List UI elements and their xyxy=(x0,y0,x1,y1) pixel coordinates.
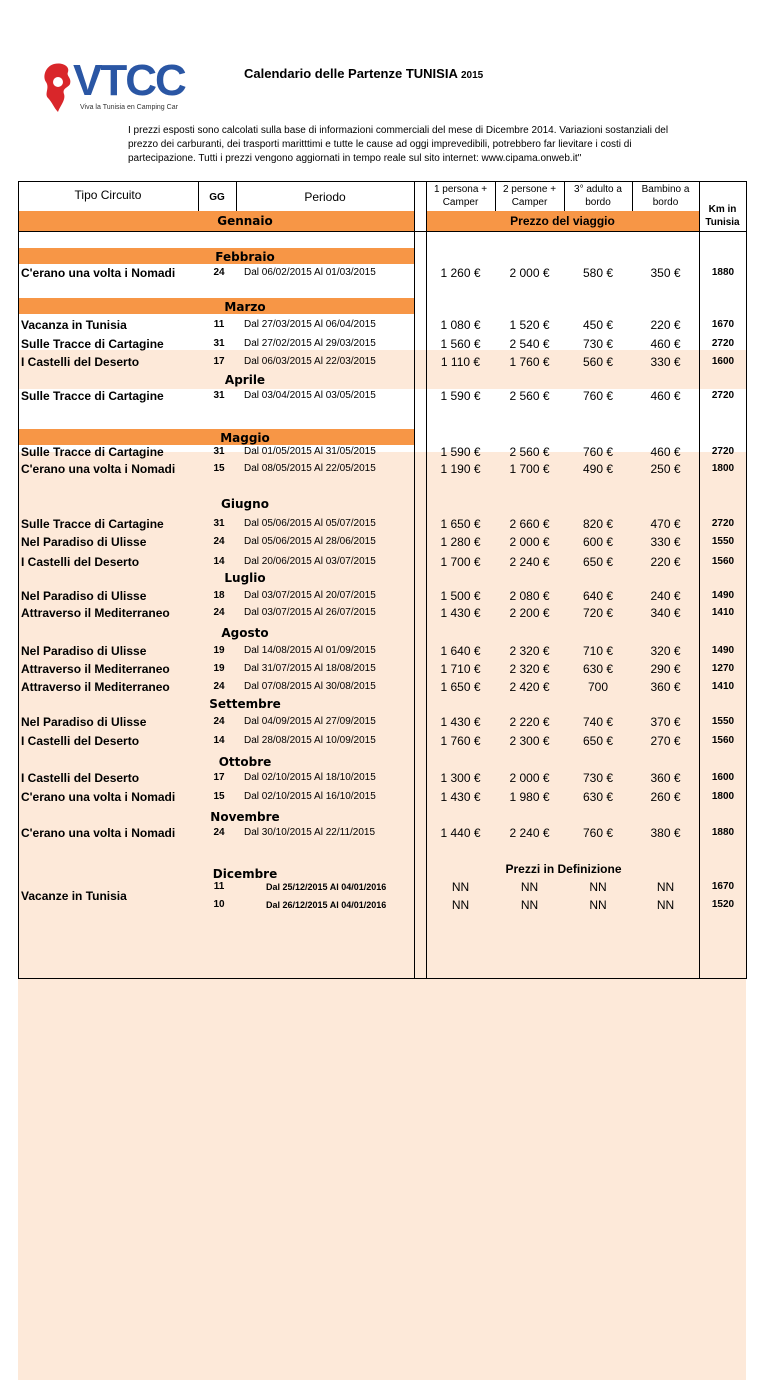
price-p2: 1 980 € xyxy=(509,790,550,804)
km-value: 1880 xyxy=(711,827,735,838)
km-value: 1270 xyxy=(711,663,735,674)
gg-value: 31 xyxy=(213,338,225,349)
km-value: 2720 xyxy=(711,518,735,529)
km-value: 1550 xyxy=(711,536,735,547)
header-periodo: Periodo xyxy=(304,190,346,204)
price-p3: 760 € xyxy=(582,445,614,459)
price-p1: 1 760 € xyxy=(440,734,481,748)
period-value: Dal 30/10/2015 Al 22/11/2015 xyxy=(244,827,376,838)
gg-value: 15 xyxy=(213,463,225,474)
price-p1: 1 430 € xyxy=(440,790,481,804)
price-p4: 290 € xyxy=(650,662,681,676)
price-p1: NN xyxy=(451,898,470,912)
price-p1: 1 300 € xyxy=(440,771,481,785)
price-p4: NN xyxy=(656,898,675,912)
gg-value: 24 xyxy=(213,681,225,692)
km-value: 1800 xyxy=(711,791,735,802)
price-p2: 2 000 € xyxy=(509,771,550,785)
month-band xyxy=(18,298,414,314)
period-value: Dal 03/07/2015 Al 20/07/2015 xyxy=(244,590,376,601)
circuit-name: C'erano una volta i Nomadi xyxy=(21,462,176,476)
month-label-febbraio: Febbraio xyxy=(215,250,275,264)
period-value: Dal 08/05/2015 Al 22/05/2015 xyxy=(244,463,376,474)
circuit-name: Nel Paradiso di Ulisse xyxy=(21,535,147,549)
header-bambino: Bambino a bordo xyxy=(641,184,690,208)
price-p3: 630 € xyxy=(582,790,614,804)
header-3-adulto: 3° adulto a bordo xyxy=(574,184,622,208)
price-p2: 2 540 € xyxy=(509,337,550,351)
price-p2: NN xyxy=(520,898,539,912)
price-p4: NN xyxy=(656,880,675,894)
price-p1: 1 080 € xyxy=(440,318,481,332)
gg-value: 14 xyxy=(213,735,225,746)
period-value: Dal 02/10/2015 Al 18/10/2015 xyxy=(244,772,376,783)
price-p4: 340 € xyxy=(650,606,681,620)
km-value: 1880 xyxy=(711,267,735,278)
price-p4: 460 € xyxy=(650,445,681,459)
intro-paragraph: I prezzi esposti sono calcolati sulla base di informazioni commerciali del mese di Dicembre 2014. Variazioni sostanziali del prezzo dei carburanti, dei trasporti maritttimi e tutte le cause ad oggi imprevedibili, potrebbero far lievitare i costi di partecipazione. Tutti i prezzi vengono aggiornati in tempo reale sul sito internet: www.cipama.onweb.it" xyxy=(128,125,669,164)
month-label-gennaio: Gennaio xyxy=(217,214,273,228)
price-p3: 650 € xyxy=(582,734,614,748)
price-p2: 2 000 € xyxy=(509,266,550,280)
logo-wordmark: VTCC xyxy=(73,56,185,105)
departures-table xyxy=(18,181,747,979)
month-band xyxy=(18,429,414,445)
price-p4: 240 € xyxy=(650,589,681,603)
km-value: 1410 xyxy=(711,607,735,618)
period-value: Dal 27/02/2015 Al 29/03/2015 xyxy=(244,338,376,349)
km-value: 1800 xyxy=(711,463,735,474)
circuit-name: Attraverso il Mediterraneo xyxy=(21,680,170,694)
gg-value: 31 xyxy=(213,390,225,401)
km-value: 1670 xyxy=(711,319,735,330)
km-value: 1550 xyxy=(711,716,735,727)
price-p4: 370 € xyxy=(650,715,681,729)
km-value: 1520 xyxy=(711,899,735,910)
period-value: Dal 04/09/2015 Al 27/09/2015 xyxy=(244,716,376,727)
price-p1: NN xyxy=(451,880,470,894)
period-value: Dal 28/08/2015 Al 10/09/2015 xyxy=(244,735,376,746)
price-p3: 450 € xyxy=(582,318,614,332)
header-2-persone: 2 persone + Camper xyxy=(502,184,557,208)
price-p3: 740 € xyxy=(582,715,614,729)
gg-value: 24 xyxy=(213,536,225,547)
price-p2: 2 660 € xyxy=(509,517,550,531)
circuit-name: Attraverso il Mediterraneo xyxy=(21,662,170,676)
vtcc-logo xyxy=(40,56,210,120)
price-p3: 820 € xyxy=(582,517,614,531)
price-p2: 2 320 € xyxy=(509,662,550,676)
period-value: Dal 03/07/2015 Al 26/07/2015 xyxy=(244,607,376,618)
price-p3: NN xyxy=(589,898,607,912)
price-p3: 560 € xyxy=(582,355,614,369)
price-p2: NN xyxy=(520,880,539,894)
km-value: 1560 xyxy=(711,735,735,746)
km-value: 1490 xyxy=(711,645,735,656)
circuit-name: Sulle Tracce di Cartagine xyxy=(21,517,164,531)
gg-value: 31 xyxy=(213,446,225,457)
logo-tagline: Viva la Tunisia en Camping Car xyxy=(80,104,178,111)
period-value: Dal 06/02/2015 Al 01/03/2015 xyxy=(244,267,376,278)
circuit-name: I Castelli del Deserto xyxy=(21,355,140,369)
circuit-name: I Castelli del Deserto xyxy=(21,771,140,785)
price-p2: 2 420 € xyxy=(509,680,550,694)
gg-value: 24 xyxy=(213,827,225,838)
header-tipo-circuito: Tipo Circuito xyxy=(74,188,142,202)
price-p3: 630 € xyxy=(582,662,614,676)
km-value: 1600 xyxy=(711,356,735,367)
circuit-name: I Castelli del Deserto xyxy=(21,734,140,748)
month-label-ottobre: Ottobre xyxy=(218,755,272,769)
price-p4: 360 € xyxy=(650,680,681,694)
month-label-giugno: Giugno xyxy=(221,497,269,511)
price-p2: 2 560 € xyxy=(509,445,550,459)
km-value: 1410 xyxy=(711,681,735,692)
km-value: 2720 xyxy=(711,338,735,349)
column-rule xyxy=(414,181,415,979)
km-value: 2720 xyxy=(711,446,735,457)
month-band xyxy=(18,211,414,231)
price-p4: 330 € xyxy=(650,355,681,369)
period-value: Dal 02/10/2015 Al 16/10/2015 xyxy=(244,791,376,802)
period-value: Dal 25/12/2015 Al 04/01/2016 xyxy=(266,882,387,892)
km-value: 1560 xyxy=(711,556,735,567)
month-label-marzo: Marzo xyxy=(224,300,266,314)
period-value: Dal 26/12/2015 Al 04/01/2016 xyxy=(266,900,387,910)
period-value: Dal 27/03/2015 Al 06/04/2015 xyxy=(244,319,376,330)
price-p2: 2 320 € xyxy=(509,644,550,658)
price-p1: 1 110 € xyxy=(440,355,481,369)
period-value: Dal 31/07/2015 Al 18/08/2015 xyxy=(244,663,376,674)
period-value: Dal 07/08/2015 Al 30/08/2015 xyxy=(244,681,376,692)
price-p3: 730 € xyxy=(582,337,614,351)
price-p4: 380 € xyxy=(650,826,681,840)
price-p2: 2 560 € xyxy=(509,389,550,403)
period-value: Dal 14/08/2015 Al 01/09/2015 xyxy=(244,645,376,656)
price-p4: 470 € xyxy=(650,517,681,531)
circuit-name: Nel Paradiso di Ulisse xyxy=(21,715,147,729)
gg-value: 24 xyxy=(213,716,225,727)
price-p1: 1 590 € xyxy=(440,445,481,459)
price-p2: 2 080 € xyxy=(509,589,550,603)
price-p1: 1 430 € xyxy=(440,715,481,729)
price-p4: 320 € xyxy=(650,644,681,658)
price-p4: 350 € xyxy=(650,266,681,280)
gg-value: 18 xyxy=(213,590,225,601)
price-p3: 700 xyxy=(587,680,609,694)
gg-value: 24 xyxy=(213,607,225,618)
circuit-name: Nel Paradiso di Ulisse xyxy=(21,589,147,603)
gg-value: 10 xyxy=(213,899,225,910)
circuit-name: I Castelli del Deserto xyxy=(21,555,140,569)
price-p3: 600 € xyxy=(582,535,614,549)
price-p1: 1 640 € xyxy=(440,644,481,658)
gg-value: 15 xyxy=(213,791,225,802)
header-km: Km in Tunisia xyxy=(705,204,740,228)
price-p4: 270 € xyxy=(650,734,681,748)
gg-value: 31 xyxy=(213,518,225,529)
price-p4: 220 € xyxy=(650,555,681,569)
price-p1: 1 430 € xyxy=(440,606,481,620)
month-label-aprile: Aprile xyxy=(224,373,266,387)
price-p3: 490 € xyxy=(582,462,614,476)
price-p1: 1 650 € xyxy=(440,517,481,531)
price-p2: 2 300 € xyxy=(509,734,550,748)
month-label-dicembre: Dicembre xyxy=(212,867,278,881)
header-prezzo-viaggio: Prezzo del viaggio xyxy=(510,214,615,228)
gg-value: 17 xyxy=(213,356,225,367)
table-border-bottom xyxy=(18,978,747,979)
km-value: 1490 xyxy=(711,590,735,601)
gg-value: 11 xyxy=(213,881,225,892)
price-p1: 1 440 € xyxy=(440,826,481,840)
circuit-name: Sulle Tracce di Cartagine xyxy=(21,445,164,459)
price-p2: 1 520 € xyxy=(509,318,550,332)
price-p3: 580 € xyxy=(582,266,614,280)
circuit-name: C'erano una volta i Nomadi xyxy=(21,826,176,840)
price-p4: 460 € xyxy=(650,389,681,403)
circuit-name: C'erano una volta i Nomadi xyxy=(21,266,176,280)
price-p1: 1 560 € xyxy=(440,337,481,351)
price-p1: 1 710 € xyxy=(440,662,481,676)
price-p3: NN xyxy=(589,880,607,894)
gg-value: 24 xyxy=(213,267,225,278)
price-p3: 640 € xyxy=(582,589,614,603)
price-p4: 250 € xyxy=(650,462,681,476)
price-p3: 650 € xyxy=(582,555,614,569)
row-stripe xyxy=(18,771,746,1380)
price-p2: 2 240 € xyxy=(509,555,550,569)
column-rule xyxy=(699,181,700,979)
gg-value: 19 xyxy=(213,645,225,656)
price-p1: 1 590 € xyxy=(440,389,481,403)
price-p2: 2 200 € xyxy=(509,606,550,620)
price-p4: 220 € xyxy=(650,318,681,332)
price-p3: 730 € xyxy=(582,771,614,785)
gg-value: 17 xyxy=(213,772,225,783)
period-value: Dal 05/06/2015 Al 28/06/2015 xyxy=(244,536,376,547)
price-p1: 1 280 € xyxy=(440,535,481,549)
circuit-name: Nel Paradiso di Ulisse xyxy=(21,644,147,658)
header-rule xyxy=(18,231,747,232)
dicembre-note: Prezzi in Definizione xyxy=(505,862,622,876)
circuit-name: Vacanze in Tunisia xyxy=(21,889,127,903)
price-p2: 1 760 € xyxy=(509,355,550,369)
header-gg: GG xyxy=(209,192,225,203)
km-value: 1670 xyxy=(711,881,735,892)
month-label-agosto: Agosto xyxy=(221,626,269,640)
gg-value: 14 xyxy=(213,556,225,567)
price-p1: 1 650 € xyxy=(440,680,481,694)
period-value: Dal 01/05/2015 Al 31/05/2015 xyxy=(244,446,376,457)
period-value: Dal 03/04/2015 Al 03/05/2015 xyxy=(244,390,376,401)
month-label-luglio: Luglio xyxy=(224,571,266,585)
month-label-novembre: Novembre xyxy=(210,810,280,824)
price-p3: 710 € xyxy=(582,644,614,658)
price-p1: 1 260 € xyxy=(440,266,481,280)
gg-value: 11 xyxy=(213,319,225,330)
circuit-name: Sulle Tracce di Cartagine xyxy=(21,337,164,351)
column-rule xyxy=(426,181,427,979)
period-value: Dal 20/06/2015 Al 03/07/2015 xyxy=(244,556,376,567)
circuit-name: Sulle Tracce di Cartagine xyxy=(21,389,164,403)
price-p2: 2 240 € xyxy=(509,826,550,840)
circuit-name: C'erano una volta i Nomadi xyxy=(21,790,176,804)
page-title: Calendario delle Partenze TUNISIA 2015 xyxy=(244,66,484,81)
column-rule xyxy=(746,181,747,979)
month-label-maggio: Maggio xyxy=(220,431,270,445)
column-rule xyxy=(18,181,19,979)
price-p3: 720 € xyxy=(582,606,614,620)
circuit-name: Attraverso il Mediterraneo xyxy=(21,606,170,620)
price-p2: 2 000 € xyxy=(509,535,550,549)
header-1-persona: 1 persona + Camper xyxy=(433,184,488,208)
price-p4: 460 € xyxy=(650,337,681,351)
gg-value: 19 xyxy=(213,663,225,674)
price-p4: 330 € xyxy=(650,535,681,549)
price-p2: 1 700 € xyxy=(509,462,550,476)
price-p3: 760 € xyxy=(582,826,614,840)
km-value: 2720 xyxy=(711,390,735,401)
period-value: Dal 05/06/2015 Al 05/07/2015 xyxy=(244,518,376,529)
price-p1: 1 500 € xyxy=(440,589,481,603)
table-border-top xyxy=(18,181,747,182)
price-p4: 360 € xyxy=(650,771,681,785)
price-p3: 760 € xyxy=(582,389,614,403)
km-value: 1600 xyxy=(711,772,735,783)
month-label-settembre: Settembre xyxy=(209,697,281,711)
price-p4: 260 € xyxy=(650,790,681,804)
period-value: Dal 06/03/2015 Al 22/03/2015 xyxy=(244,356,376,367)
price-p1: 1 700 € xyxy=(440,555,481,569)
price-p2: 2 220 € xyxy=(509,715,550,729)
circuit-name: Vacanza in Tunisia xyxy=(21,318,127,332)
price-p1: 1 190 € xyxy=(440,462,481,476)
